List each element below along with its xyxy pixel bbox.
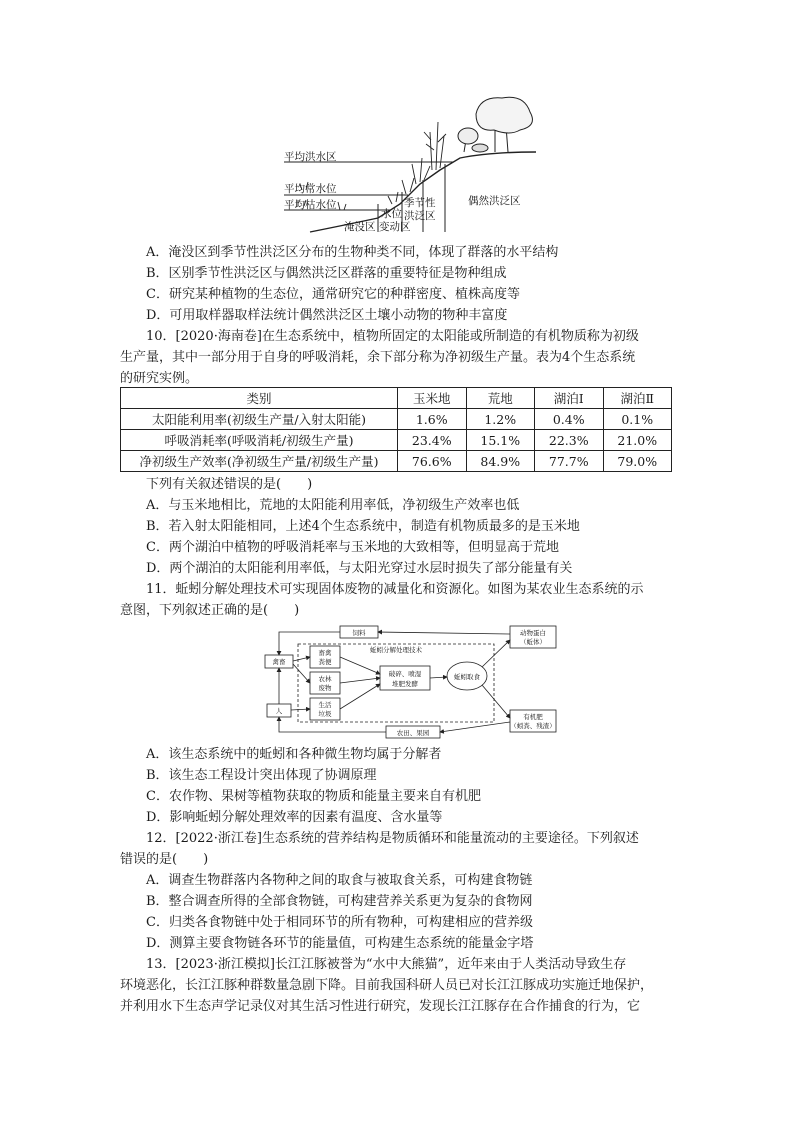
- q11-stem-2: 意图，下列叙述正确的是( ): [120, 603, 300, 618]
- label-seasonal-2: 洪泛区: [404, 210, 436, 222]
- table-cell: 15.1%: [466, 430, 535, 451]
- table-cell: 76.6%: [398, 451, 467, 472]
- diagram-tech: 蚯蚓分解处理技术: [370, 646, 422, 654]
- table-cell: 净初级生产效率(净初级生产量/初级生产量): [121, 451, 398, 472]
- q10-option-a: A．与玉米地相比，荒地的太阳能利用率低，净初级生产效率也低: [146, 498, 520, 513]
- q9-option-c: C．研究某种植物的生态位，通常研究它的种群密度、植株高度等: [146, 287, 520, 302]
- table-cell: 84.9%: [466, 451, 535, 472]
- floodplain-figure: [280, 92, 540, 238]
- table-cell: 0.1%: [603, 409, 672, 430]
- q13-stem-1: 13．[2023·浙江模拟]长江江豚被誉为“水中大熊猫”，近年来由于人类活动导致生存: [146, 957, 627, 972]
- table-cell: 77.7%: [535, 451, 604, 472]
- q12-stem-2: 错误的是( ): [120, 852, 209, 867]
- q9-option-d: D．可用取样器取样法统计偶然洪泛区土壤小动物的物种丰富度: [146, 308, 508, 323]
- label-low-level: 平均枯水位: [284, 199, 337, 211]
- table-cell: 21.0%: [603, 430, 672, 451]
- diagram-protein-1: 动物蛋白: [520, 629, 546, 637]
- table-cell: 呼吸消耗率(呼吸消耗/初级生产量): [121, 430, 398, 451]
- q9-option-b: B．区别季节性洪泛区与偶然洪泛区群落的重要特征是物种组成: [146, 266, 507, 281]
- diagram-protein-2: （蚯体）: [520, 638, 546, 646]
- label-fluctuation-1: 水位: [381, 208, 402, 220]
- q12-option-d: D．测算主要食物链各环节的能量值，可构建生态系统的能量金字塔: [146, 936, 534, 951]
- table-cell: 22.3%: [535, 430, 604, 451]
- table-cell: 0.4%: [535, 409, 604, 430]
- table-row: [121, 409, 672, 430]
- label-occasional: 偶然洪泛区: [468, 195, 521, 207]
- q12-option-c: C．归类各食物链中处于相同环节的所有物种，可构建相应的营养级: [146, 915, 533, 930]
- diagram-garbage-2: 垃圾: [318, 710, 332, 718]
- q13-stem-2: 环境恶化，长江江豚种群数量急剧下降。目前我国科研人员已对长江江豚成功实施迁地保护，: [120, 978, 654, 993]
- q12-option-b: B．整合调查所得的全部食物链，可构建营养关系更为复杂的食物网: [146, 894, 533, 909]
- q10-stem-2: 生产量，其中一部分用于自身的呼吸消耗，余下部分称为净初级生产量。表为4个生态系统: [120, 350, 636, 365]
- table-cell: 太阳能利用率(初级生产量/入射太阳能): [121, 409, 398, 430]
- table-cell: 79.0%: [603, 451, 672, 472]
- diagram-feed: 饲料: [352, 629, 366, 637]
- diagram-crop-waste-2: 废物: [318, 684, 332, 692]
- table-header: 类别: [121, 388, 398, 409]
- q11-option-d: D．影响蚯蚓分解处理效率的因素有温度、含水量等: [146, 810, 443, 825]
- q11-option-b: B．该生态工程设计突出体现了协调原理: [146, 768, 377, 783]
- diagram-worm: 蚯蚓取食: [454, 673, 480, 681]
- q10-table: [120, 387, 672, 472]
- q10-option-d: D．两个湖泊的太阳能利用率低，与太阳光穿过水层时损失了部分能量有关: [146, 561, 573, 576]
- q11-option-a: A．该生态系统中的蚯蚓和各种微生物均属于分解者: [146, 747, 442, 762]
- table-header: 玉米地: [398, 388, 467, 409]
- label-submerged: 淹没区: [344, 221, 376, 233]
- q10-option-c: C．两个湖泊中植物的呼吸消耗率与玉米地的大致相等，但明显高于荒地: [146, 540, 559, 555]
- q10-stem-3: 的研究实例。: [120, 371, 199, 386]
- label-fluctuation-2: 变动区: [379, 221, 411, 233]
- table-header-row: [121, 388, 672, 409]
- table-header: 湖泊Ⅱ: [603, 388, 672, 409]
- table-row: [121, 451, 672, 472]
- diagram-process-1: 破碎、喷湿: [388, 670, 422, 678]
- table-cell: 23.4%: [398, 430, 467, 451]
- table-header: 荒地: [466, 388, 535, 409]
- q11-stem-1: 11．蚯蚓分解处理技术可实现固体废物的减量化和资源化。如图为某农业生态系统的示: [146, 582, 644, 597]
- diagram-fertilizer-2: （蚓粪、残渣）: [510, 722, 556, 730]
- diagram-manure-2: 粪便: [318, 658, 332, 666]
- q9-option-a: A．淹没区到季节性洪泛区分布的生物种类不同，体现了群落的水平结构: [146, 245, 559, 260]
- q10-stem-1: 10．[2020·海南卷]在生态系统中，植物所固定的太阳能或所制造的有机物质称为初级: [146, 329, 639, 344]
- diagram-livestock: 禽畜: [272, 658, 286, 666]
- label-normal-level: 平均常水位: [284, 183, 337, 195]
- label-flood-avg: 平均洪水区: [284, 151, 337, 163]
- diagram-fields: 农田、果园: [396, 729, 430, 737]
- diagram-process-2: 堆肥发酵: [392, 680, 418, 688]
- diagram-garbage-1: 生活: [318, 701, 332, 709]
- q11-option-c: C．农作物、果树等植物获取的物质和能量主要来自有机肥: [146, 789, 481, 804]
- diagram-crop-waste-1: 农林: [318, 675, 332, 683]
- q12-option-a: A．调查生物群落内各物种之间的取食与被取食关系，可构建食物链: [146, 873, 533, 888]
- earthworm-diagram: [262, 622, 562, 742]
- q13-stem-3: 并利用水下生态声学记录仪对其生活习性进行研究，发现长江江豚存在合作捕食的行为，它: [120, 999, 641, 1014]
- q10-option-b: B．若入射太阳能相同，上述4个生态系统中，制造有机物质最多的是玉米地: [146, 519, 580, 534]
- diagram-people: 人: [275, 707, 283, 715]
- table-cell: 1.2%: [466, 409, 535, 430]
- q10-question: 下列有关叙述错误的是( ): [146, 477, 313, 492]
- table-cell: 1.6%: [398, 409, 467, 430]
- table-row: [121, 430, 672, 451]
- q12-stem-1: 12．[2022·浙江卷]生态系统的营养结构是物质循环和能量流动的主要途径。下列叙述: [146, 831, 639, 846]
- diagram-fertilizer-1: 有机肥: [523, 713, 543, 721]
- table-header: 湖泊Ⅰ: [535, 388, 604, 409]
- label-seasonal-1: 季节性: [404, 197, 436, 209]
- diagram-manure-1: 畜禽: [318, 649, 332, 657]
